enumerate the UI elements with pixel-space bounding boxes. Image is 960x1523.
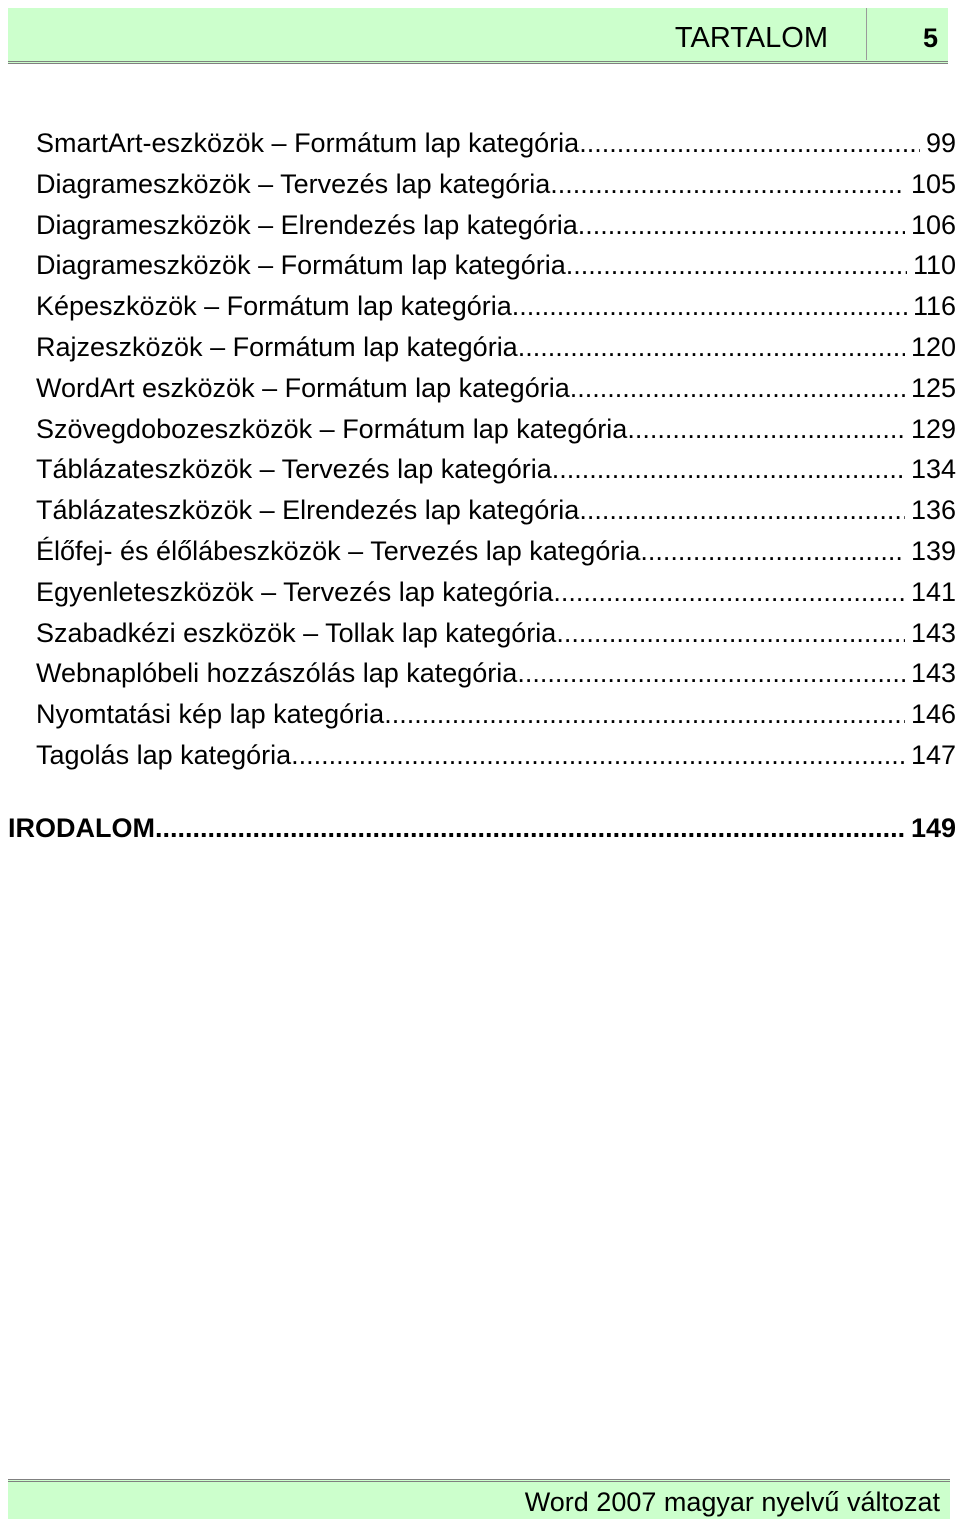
toc-main-entry-title: IRODALOM [8, 813, 155, 843]
toc-entry[interactable] [36, 531, 956, 572]
toc-entry-page: 129 [910, 413, 956, 444]
toc-dot-leader [517, 653, 905, 694]
toc-entry-page: 136 [910, 495, 956, 526]
toc-entry-page: 143 [910, 617, 956, 648]
toc-entry-page: 125 [910, 372, 956, 403]
toc-entry-page: 99 [925, 128, 956, 158]
toc-dot-leader [291, 735, 905, 776]
toc-entry-title: Tagolás lap kategória [36, 739, 292, 770]
table-of-contents [36, 123, 956, 776]
toc-entry[interactable] [36, 449, 956, 490]
toc-entry-title: Diagrameszközök – Elrendezés lap kategória [36, 209, 578, 240]
toc-entry-title: Szabadkézi eszközök – Tollak lap kategória [36, 617, 557, 648]
toc-dot-leader [566, 245, 907, 286]
toc-entry-title: WordArt eszközök – Formátum lap kategória [36, 372, 570, 403]
toc-dot-leader [578, 205, 905, 246]
toc-dot-leader [155, 808, 905, 848]
toc-entry-title: Diagrameszközök – Tervezés lap kategória [36, 168, 551, 199]
toc-entry[interactable] [36, 613, 956, 654]
header-title: TARTALOM [674, 22, 828, 54]
toc-entry-title: Táblázateszközök – Elrendezés lap kategória [36, 495, 580, 526]
toc-dot-leader [570, 368, 905, 409]
toc-dot-leader [556, 613, 905, 654]
toc-entry[interactable] [36, 205, 956, 246]
toc-entry[interactable] [36, 368, 956, 409]
toc-main-entry[interactable] [8, 808, 956, 848]
toc-entry[interactable] [36, 327, 956, 368]
toc-entry-page: 134 [910, 454, 956, 485]
toc-dot-leader [627, 409, 905, 450]
toc-entry-title: Szövegdobozeszközök – Formátum lap kategória [36, 413, 628, 444]
toc-entry-title: SmartArt-eszközök – Formátum lap kategória [36, 128, 580, 158]
toc-dot-leader [579, 123, 920, 164]
toc-entry-page: 141 [910, 576, 956, 607]
toc-entry-title: Élőfej- és élőlábeszközök – Tervezés lap kategória [36, 535, 641, 566]
toc-entry[interactable] [36, 694, 956, 735]
toc-entry[interactable] [36, 490, 956, 531]
page-header [8, 8, 948, 64]
toc-dot-leader [553, 572, 905, 613]
toc-entry-page: 139 [910, 535, 956, 566]
header-divider [866, 8, 867, 60]
toc-entry-page: 120 [910, 331, 956, 362]
header-page-number: 5 [922, 23, 938, 53]
toc-main-entry-page: 149 [910, 813, 956, 843]
footer-text: Word 2007 magyar nyelvű változat [524, 1487, 940, 1517]
toc-entry[interactable] [36, 164, 956, 205]
toc-entry[interactable] [36, 572, 956, 613]
toc-entry-title: Táblázateszközök – Tervezés lap kategória [36, 454, 552, 485]
toc-entry[interactable] [36, 735, 956, 776]
toc-entry-title: Nyomtatási kép lap kategória [36, 699, 385, 730]
toc-dot-leader [579, 490, 905, 531]
toc-dot-leader [552, 449, 905, 490]
toc-entry[interactable] [36, 245, 956, 286]
toc-entry-page: 143 [910, 658, 956, 689]
toc-dot-leader [384, 694, 905, 735]
toc-dot-leader [550, 164, 905, 205]
toc-dot-leader [512, 286, 907, 327]
page-footer [8, 1479, 950, 1519]
toc-entry[interactable] [36, 123, 956, 164]
toc-dot-leader [640, 531, 905, 572]
toc-entry-title: Rajzeszközök – Formátum lap kategória [36, 331, 518, 362]
toc-dot-leader [518, 327, 905, 368]
toc-entry-page: 110 [912, 250, 956, 281]
toc-entry[interactable] [36, 653, 956, 694]
toc-entry-page: 105 [910, 168, 956, 199]
toc-entry[interactable] [36, 286, 956, 327]
toc-entry-page: 116 [912, 291, 956, 322]
toc-entry-title: Képeszközök – Formátum lap kategória [36, 291, 512, 322]
toc-entry-page: 106 [910, 209, 956, 240]
toc-entry-page: 147 [910, 739, 956, 770]
toc-entry-title: Egyenleteszközök – Tervezés lap kategória [36, 576, 554, 607]
toc-entry-title: Webnaplóbeli hozzászólás lap kategória [36, 658, 518, 689]
toc-entry-page: 146 [910, 699, 956, 730]
toc-entry[interactable] [36, 409, 956, 450]
toc-entry-title: Diagrameszközök – Formátum lap kategória [36, 250, 566, 281]
